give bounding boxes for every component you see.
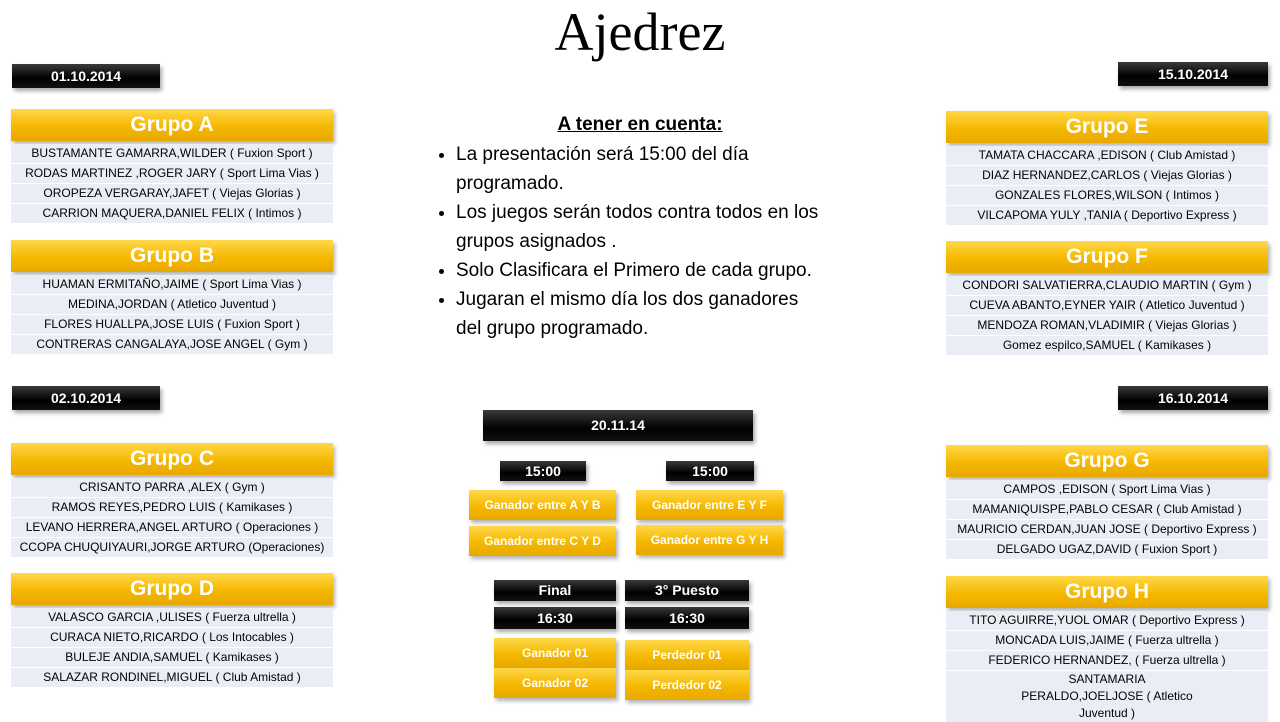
group-h-player: FEDERICO HERNANDEZ, ( Fuerza ultrella ): [946, 651, 1268, 670]
date-badge-4: 16.10.2014: [1118, 386, 1268, 410]
group-h-player: TITO AGUIRRE,YUOL OMAR ( Deportivo Express ): [946, 611, 1268, 630]
group-b-title: Grupo B: [11, 240, 333, 272]
group-c-player: CCOPA CHUQUIYAURI,JORGE ARTURO (Operaciones): [11, 538, 333, 557]
match-ef: Ganador entre E Y F: [636, 490, 783, 520]
group-a-player: OROPEZA VERGARAY,JAFET ( Viejas Glorias ): [11, 184, 333, 203]
group-b-player: HUAMAN ERMITAÑO,JAIME ( Sport Lima Vias ): [11, 275, 333, 294]
group-f-player: Gomez espilco,SAMUEL ( Kamikases ): [946, 336, 1268, 355]
group-a-title: Grupo A: [11, 109, 333, 141]
group-g-player: DELGADO UGAZ,DAVID ( Fuxion Sport ): [946, 540, 1268, 559]
match-gh: Ganador entre G Y H: [636, 525, 783, 555]
date-badge-1: 01.10.2014: [12, 64, 160, 88]
group-h: [946, 576, 1268, 722]
date-badge-3: 15.10.2014: [1118, 62, 1268, 86]
third-loser-2: Perdedor 02: [625, 670, 749, 700]
group-e-player: VILCAPOMA YULY ,TANIA ( Deportivo Express ): [946, 206, 1268, 225]
semifinal-time-1: 15:00: [500, 461, 586, 481]
match-ab: Ganador entre A Y B: [469, 490, 616, 520]
group-e-player: DIAZ HERNANDEZ,CARLOS ( Viejas Glorias ): [946, 166, 1268, 185]
match-cd: Ganador entre C Y D: [469, 526, 616, 556]
group-d-title: Grupo D: [11, 573, 333, 605]
final-time: 16:30: [494, 607, 616, 629]
third-place-label: 3° Puesto: [625, 580, 749, 601]
final-date-badge: 20.11.14: [483, 410, 753, 441]
group-g-player: MAMANIQUISPE,PABLO CESAR ( Club Amistad ): [946, 500, 1268, 519]
group-c-player: LEVANO HERRERA,ANGEL ARTURO ( Operaciones ): [11, 518, 333, 537]
group-f-title: Grupo F: [946, 241, 1268, 273]
group-d-player: CURACA NIETO,RICARDO ( Los Intocables ): [11, 628, 333, 647]
note-item: • Solo Clasificara el Primero de cada grupo.: [456, 256, 820, 285]
group-g-player: MAURICIO CERDAN,JUAN JOSE ( Deportivo Express ): [946, 520, 1268, 539]
note-item: • Jugaran el mismo día los dos ganadores del grupo programado.: [456, 285, 820, 343]
semifinal-time-2: 15:00: [666, 461, 754, 481]
group-g-title: Grupo G: [946, 445, 1268, 477]
group-g-player: CAMPOS ,EDISON ( Sport Lima Vias ): [946, 480, 1268, 499]
notes-list: [420, 140, 820, 343]
group-b-player: MEDINA,JORDAN ( Atletico Juventud ): [11, 295, 333, 314]
group-b-player: CONTRERAS CANGALAYA,JOSE ANGEL ( Gym ): [11, 335, 333, 354]
group-f-player: MENDOZA ROMAN,VLADIMIR ( Viejas Glorias ): [946, 316, 1268, 335]
notes-title: A tener en cuenta:: [557, 114, 723, 135]
date-badge-2: 02.10.2014: [12, 386, 160, 410]
group-e-title: Grupo E: [946, 111, 1268, 143]
group-f-player: CONDORI SALVATIERRA,CLAUDIO MARTIN ( Gym ): [946, 276, 1268, 295]
final-label: Final: [494, 580, 616, 601]
group-h-player: MONCADA LUIS,JAIME ( Fuerza ultrella ): [946, 631, 1268, 650]
group-b-player: FLORES HUALLPA,JOSE LUIS ( Fuxion Sport ): [11, 315, 333, 334]
group-c: [11, 443, 333, 557]
group-e-player: GONZALES FLORES,WILSON ( Intimos ): [946, 186, 1268, 205]
group-d-player: SALAZAR RONDINEL,MIGUEL ( Club Amistad ): [11, 668, 333, 687]
group-c-title: Grupo C: [11, 443, 333, 475]
group-a-player: CARRION MAQUERA,DANIEL FELIX ( Intimos ): [11, 204, 333, 223]
group-g: [946, 445, 1268, 559]
group-a-player: BUSTAMANTE GAMARRA,WILDER ( Fuxion Sport ): [11, 144, 333, 163]
group-f-player: CUEVA ABANTO,EYNER YAIR ( Atletico Juventud ): [946, 296, 1268, 315]
group-a-player: RODAS MARTINEZ ,ROGER JARY ( Sport Lima Vias ): [11, 164, 333, 183]
notes-panel: [420, 114, 820, 343]
group-c-player: CRISANTO PARRA ,ALEX ( Gym ): [11, 478, 333, 497]
third-place-time: 16:30: [625, 607, 749, 629]
group-c-player: RAMOS REYES,PEDRO LUIS ( Kamikases ): [11, 498, 333, 517]
note-item: • Los juegos serán todos contra todos en los grupos asignados .: [456, 198, 820, 256]
group-d: [11, 573, 333, 687]
group-e: [946, 111, 1268, 225]
final-winner-1: Ganador 01: [494, 638, 616, 668]
final-winner-2: Ganador 02: [494, 668, 616, 698]
group-d-player: VALASCO GARCIA ,ULISES ( Fuerza ultrella ): [11, 608, 333, 627]
third-loser-1: Perdedor 01: [625, 640, 749, 670]
page-title: Ajedrez: [554, 2, 726, 62]
group-h-player: SANTAMARIA PERALDO,JOELJOSE ( Atletico Juventud ): [946, 671, 1268, 722]
group-b: [11, 240, 333, 354]
group-e-player: TAMATA CHACCARA ,EDISON ( Club Amistad ): [946, 146, 1268, 165]
group-h-title: Grupo H: [946, 576, 1268, 608]
group-a: [11, 109, 333, 223]
group-f: [946, 241, 1268, 355]
group-d-player: BULEJE ANDIA,SAMUEL ( Kamikases ): [11, 648, 333, 667]
note-item: • La presentación será 15:00 del día programado.: [456, 140, 820, 198]
